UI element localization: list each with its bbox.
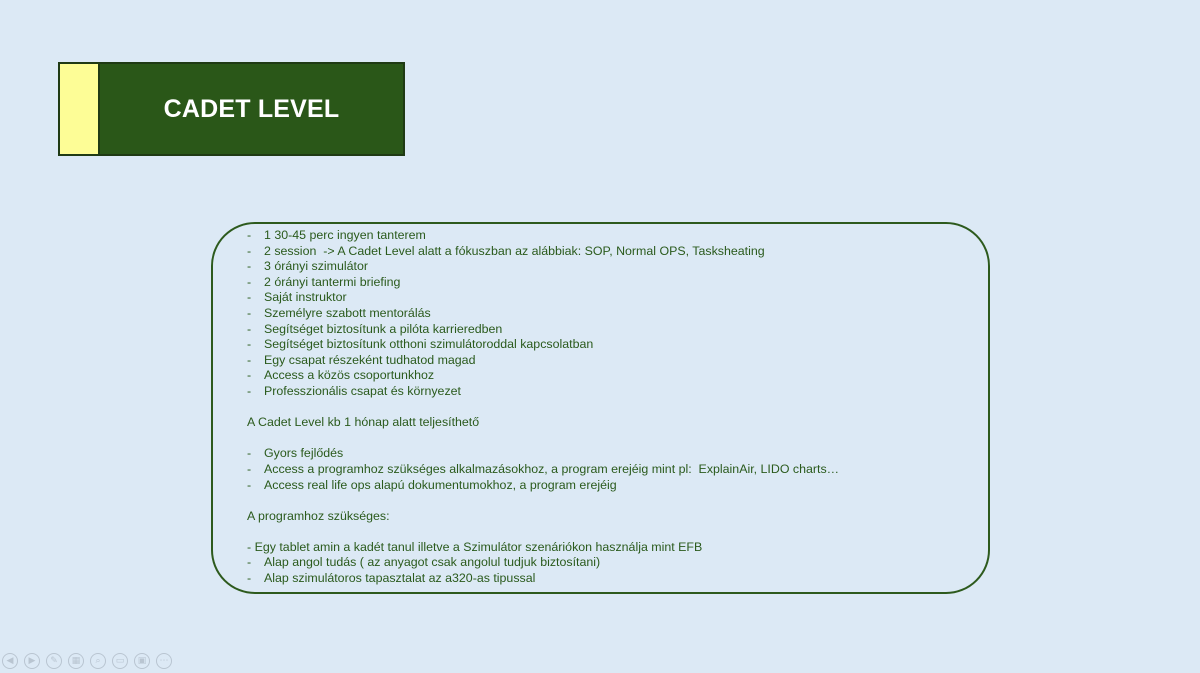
list-item bbox=[247, 571, 967, 587]
list-item bbox=[247, 306, 967, 322]
bullet-dash: - bbox=[247, 337, 252, 352]
list-item-text: Access a közös csoportunkhoz bbox=[264, 368, 435, 383]
list-item bbox=[247, 244, 967, 260]
list-item bbox=[247, 446, 967, 462]
title-main-panel bbox=[100, 64, 403, 154]
pen-icon[interactable]: ✎ bbox=[46, 653, 62, 669]
list-item bbox=[247, 462, 967, 478]
presenter-controls bbox=[2, 653, 172, 669]
list-item-text: 2 session -> A Cadet Level alatt a fókuszban az alábbiak: SOP, Normal OPS, Tasksheating bbox=[264, 243, 765, 258]
bullet-dash: - bbox=[247, 243, 252, 258]
list-item-text: Access a programhoz szükséges alkalmazásokhoz, a program erejéig mint pl: ExplainAir, LIDO charts… bbox=[264, 461, 840, 476]
list-item bbox=[247, 275, 967, 291]
duration-text: A Cadet Level kb 1 hónap alatt teljesíthető bbox=[247, 415, 480, 430]
bullet-dash: - bbox=[247, 305, 252, 320]
list-item bbox=[247, 368, 967, 384]
requirements-list bbox=[247, 555, 967, 586]
camera-icon[interactable]: ▣ bbox=[134, 653, 150, 669]
bullet-dash: - bbox=[247, 555, 252, 570]
title-accent-bar bbox=[60, 64, 100, 154]
list-item bbox=[247, 337, 967, 353]
list-item bbox=[247, 555, 967, 571]
list-item-text: 2 órányi tantermi briefing bbox=[264, 274, 401, 289]
slides-grid-icon[interactable]: ▦ bbox=[68, 653, 84, 669]
list-item-text: Saját instruktor bbox=[264, 290, 347, 305]
bullet-dash: - bbox=[247, 383, 252, 398]
list-item-text: Access real life ops alapú dokumentumokhoz, a program erejéig bbox=[264, 477, 617, 492]
list-item-text: Professzionális csapat és környezet bbox=[264, 383, 461, 398]
bullet-dash: - bbox=[247, 321, 252, 336]
list-item-text: 3 órányi szimulátor bbox=[264, 259, 368, 274]
benefits-list bbox=[247, 446, 967, 493]
bullet-dash: - bbox=[247, 446, 252, 461]
list-item-text: Alap angol tudás ( az anyagot csak angolul tudjuk biztosítani) bbox=[264, 555, 601, 570]
list-item-text: Gyors fejlődés bbox=[264, 446, 344, 461]
list-item bbox=[247, 228, 967, 244]
list-item bbox=[247, 259, 967, 275]
list-item-text: Alap szimulátoros tapasztalat az a320-as tipussal bbox=[264, 571, 536, 586]
next-slide-icon[interactable]: ▶ bbox=[24, 653, 40, 669]
bullet-dash: - bbox=[247, 477, 252, 492]
requirements-heading: A programhoz szükséges: bbox=[247, 508, 390, 523]
slide-title-box bbox=[58, 62, 405, 156]
list-item bbox=[247, 353, 967, 369]
bullet-dash: - bbox=[247, 352, 252, 367]
bullet-dash: - bbox=[247, 290, 252, 305]
bullet-dash: - bbox=[247, 274, 252, 289]
list-item-text: 1 30-45 perc ingyen tanterem bbox=[264, 228, 426, 242]
list-item bbox=[247, 384, 967, 400]
list-item-text: Személyre szabott mentorálás bbox=[264, 305, 431, 320]
zoom-icon[interactable]: ⌕ bbox=[90, 653, 106, 669]
bullet-dash: - bbox=[247, 571, 252, 586]
bullet-dash: - bbox=[247, 228, 252, 242]
requirement-tablet: - Egy tablet amin a kadét tanul illetve a Szimulátor szenáriókon használja mint EFB bbox=[247, 539, 703, 554]
list-item-text: Segítséget biztosítunk otthoni szimulátoroddal kapcsolatban bbox=[264, 337, 594, 352]
bullet-dash: - bbox=[247, 368, 252, 383]
list-item-text: Segítséget biztosítunk a pilóta karrieredben bbox=[264, 321, 503, 336]
bullet-dash: - bbox=[247, 259, 252, 274]
list-item bbox=[247, 478, 967, 494]
previous-slide-icon[interactable]: ◀ bbox=[2, 653, 18, 669]
features-list bbox=[247, 228, 967, 400]
subtitles-icon[interactable]: ▭ bbox=[112, 653, 128, 669]
slide-title: CADET LEVEL bbox=[163, 94, 340, 123]
bullet-dash: - bbox=[247, 461, 252, 476]
slide-body bbox=[247, 228, 967, 587]
list-item bbox=[247, 290, 967, 306]
list-item-text: Egy csapat részeként tudhatod magad bbox=[264, 352, 476, 367]
list-item bbox=[247, 322, 967, 338]
more-options-icon[interactable]: ⋯ bbox=[156, 653, 172, 669]
